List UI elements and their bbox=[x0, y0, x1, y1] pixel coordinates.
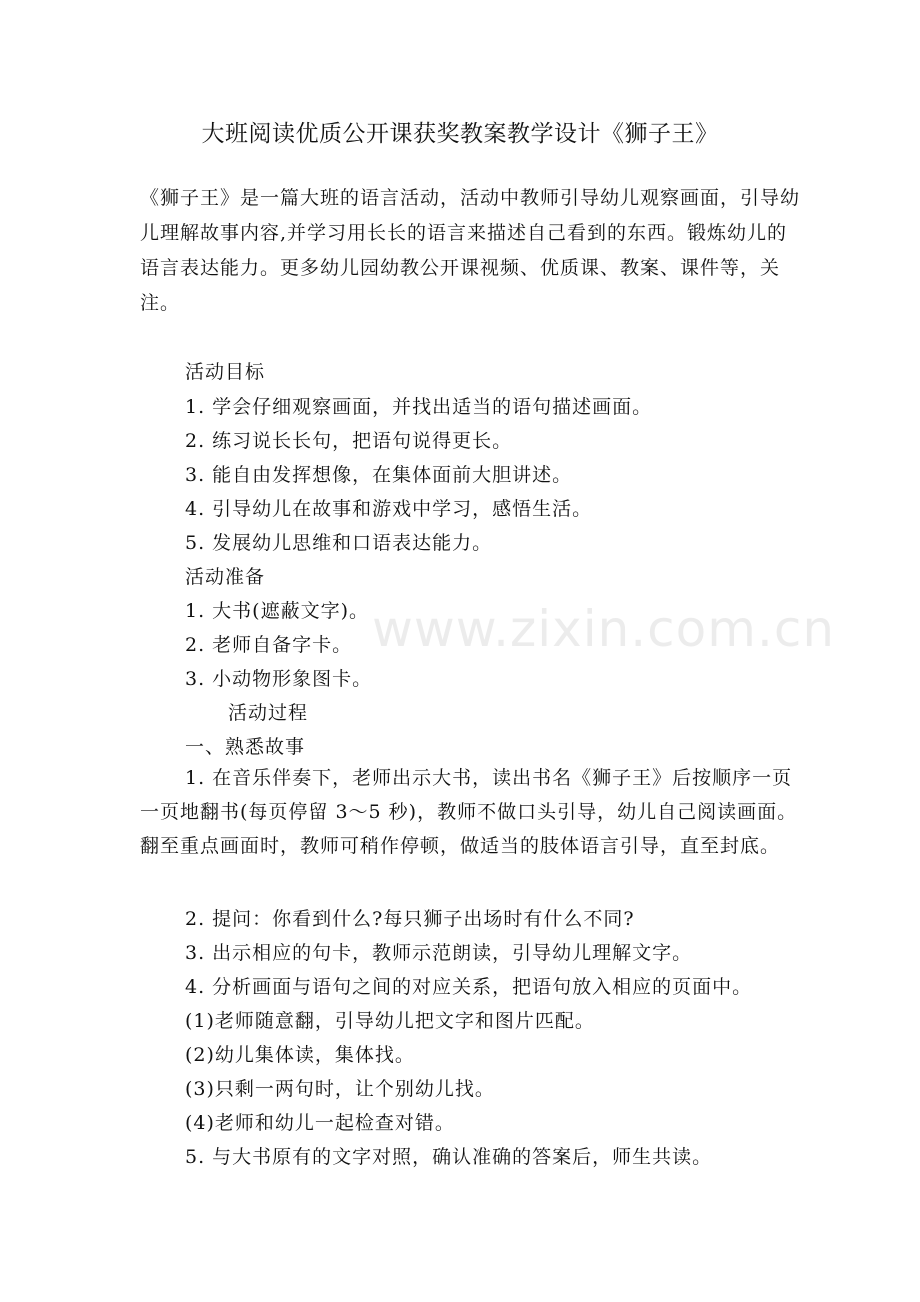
step-text: 1. 在音乐伴奏下，老师出示大书，读出书名《狮子王》后按顺序一页一页地翻书(每页停留 3～5 秒)，教师不做口头引导，幼儿自己阅读画面。翻至重点画面时，教师可稍作停顿，做适当的肢体语言引导，直至封底。 bbox=[140, 767, 798, 857]
step-item: 5. 与大书原有的文字对照，确认准确的答案后，师生共读。 bbox=[185, 1146, 713, 1168]
goal-item: 2. 练习说长长句，把语句说得更长。 bbox=[185, 430, 513, 452]
substep-item: (1)老师随意翻，引导幼儿把文字和图片匹配。 bbox=[185, 1010, 595, 1032]
goal-item: 4. 引导幼儿在故事和游戏中学习，感悟生活。 bbox=[185, 498, 593, 520]
substep-item: (3)只剩一两句时，让个别幼儿找。 bbox=[185, 1078, 495, 1100]
prep-item: 3. 小动物形象图卡。 bbox=[185, 668, 373, 690]
goal-item: 3. 能自由发挥想像，在集体面前大胆讲述。 bbox=[185, 464, 573, 486]
goal-item: 5. 发展幼儿思维和口语表达能力。 bbox=[185, 532, 493, 554]
goals-heading: 活动目标 bbox=[185, 361, 266, 383]
watermark: www.zixin.com.cn bbox=[372, 600, 836, 658]
intro-text: 《狮子王》是一篇大班的语言活动，活动中教师引导幼儿观察画面，引导幼儿理解故事内容,并学习用长长的语言来描述自己看到的东西。锻炼幼儿的语言表达能力。更多幼儿园幼教公开课视频、优质课、教案、课件等，关注。 bbox=[140, 187, 801, 314]
goal-item: 1. 学会仔细观察画面，并找出适当的语句描述画面。 bbox=[185, 396, 653, 418]
section-heading: 一、熟悉故事 bbox=[185, 736, 306, 758]
page-title: 大班阅读优质公开课获奖教案教学设计《狮子王》 bbox=[201, 121, 719, 147]
step-item: 3. 出示相应的句卡，教师示范朗读，引导幼儿理解文字。 bbox=[185, 942, 693, 964]
prep-item: 1. 大书(遮蔽文字)。 bbox=[185, 600, 369, 622]
process-heading: 活动过程 bbox=[228, 702, 309, 724]
step-paragraph bbox=[140, 761, 800, 863]
step-item: 2. 提问：你看到什么?每只狮子出场时有什么不同? bbox=[185, 908, 635, 930]
substep-item: (2)幼儿集体读，集体找。 bbox=[185, 1044, 415, 1066]
step-item: 4. 分析画面与语句之间的对应关系，把语句放入相应的页面中。 bbox=[185, 976, 753, 998]
substep-item: (4)老师和幼儿一起检查对错。 bbox=[185, 1112, 455, 1134]
prep-item: 2. 老师自备字卡。 bbox=[185, 634, 353, 656]
prep-heading: 活动准备 bbox=[185, 566, 266, 588]
intro-paragraph bbox=[140, 181, 800, 321]
